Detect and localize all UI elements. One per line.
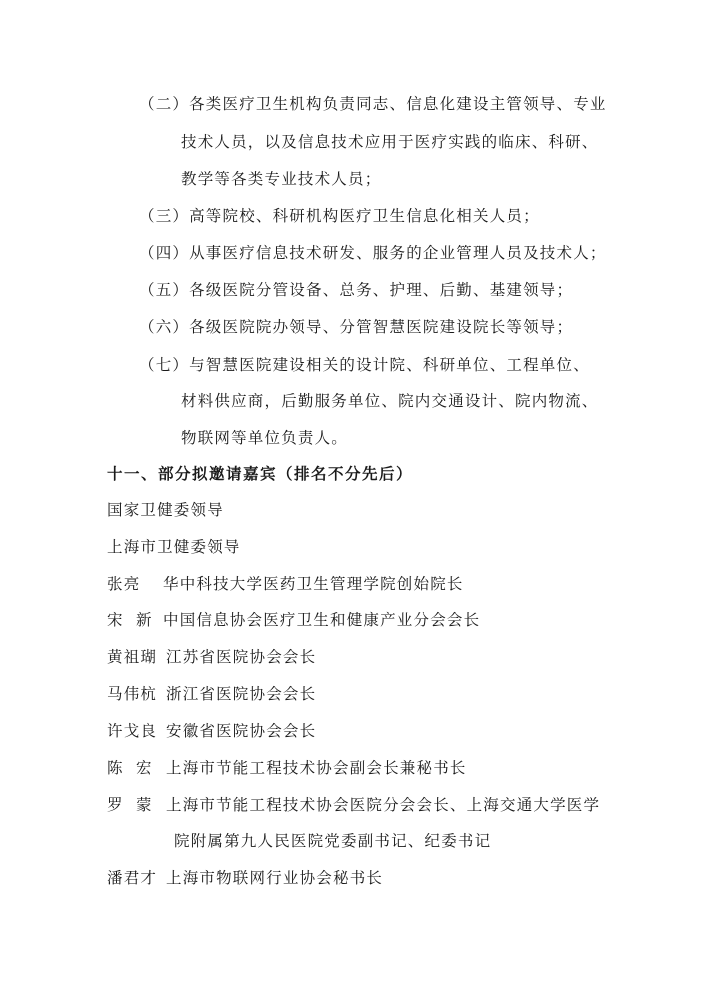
guest-row: [107, 610, 480, 630]
audience-item-prefix: （四）: [139, 244, 190, 262]
guest-name: 陈 宏: [107, 759, 153, 777]
audience-item-text: 高等院校、科研机构医疗卫生信息化相关人员；: [189, 207, 540, 225]
guest-row: [107, 758, 467, 778]
audience-item-prefix: （七）: [139, 356, 190, 374]
audience-item-prefix: （六）: [139, 318, 190, 336]
audience-item-7-cont: [181, 428, 348, 448]
guest-role: 上海市物联网行业协会秘书长: [166, 869, 384, 887]
guest-role: 华中科技大学医药卫生管理学院创始院长: [163, 575, 464, 593]
guest-row: [107, 647, 316, 667]
organization-line: 上海市卫健委领导: [107, 538, 241, 556]
guest-row: [107, 721, 316, 741]
audience-item-prefix: （二）: [139, 95, 190, 113]
section-heading: 十一、部分拟邀请嘉宾（排名不分先后）: [107, 465, 414, 483]
audience-item-6: [139, 317, 573, 337]
audience-item-text: 物联网等单位负责人。: [181, 429, 349, 447]
guest-name: 黄祖瑚: [107, 648, 158, 666]
guest-name: 张亮: [107, 575, 141, 593]
guest-role-continuation: 院附属第九人民医院党委副书记、纪委书记: [174, 832, 492, 850]
guest-row: [107, 868, 383, 888]
guest-role: 上海市节能工程技术协会医院分会会长、上海交通大学医学: [166, 796, 601, 814]
guest-row: [107, 574, 464, 594]
audience-item-2-cont: [181, 169, 381, 189]
audience-item-text: 与智慧医院建设相关的设计院、科研单位、工程单位、: [189, 356, 590, 374]
audience-item-4: [139, 243, 607, 263]
audience-item-text: 各级医院院办领导、分管智慧医院建设院长等领导；: [189, 318, 574, 336]
guest-name: 马伟杭: [107, 685, 158, 703]
guest-role: 安徽省医院协会会长: [166, 722, 317, 740]
audience-item-text: 材料供应商，后勤服务单位、院内交通设计、院内物流、: [181, 392, 599, 410]
guest-role: 中国信息协会医疗卫生和健康产业分会会长: [163, 611, 481, 629]
guest-name: 许戈良: [107, 722, 158, 740]
audience-item-text: 教学等各类专业技术人员；: [181, 170, 382, 188]
guest-role: 江苏省医院协会会长: [166, 648, 317, 666]
audience-item-text: 各级医院分管设备、总务、护理、后勤、基建领导；: [189, 281, 574, 299]
guest-name: 罗 蒙: [107, 796, 153, 814]
audience-item-text: 技术人员，以及信息技术应用于医疗实践的临床、科研、: [181, 133, 599, 151]
guest-name: 宋 新: [107, 611, 153, 629]
audience-item-7-cont: [181, 391, 599, 411]
audience-item-prefix: （五）: [139, 281, 190, 299]
audience-item-text: 从事医疗信息技术研发、服务的企业管理人员及技术人；: [189, 244, 607, 262]
audience-item-2-cont: [181, 132, 599, 152]
guest-row: [107, 684, 316, 704]
audience-item-3: [139, 206, 540, 226]
audience-item-5: [139, 280, 573, 300]
audience-item-7: [139, 355, 590, 375]
guest-role: 浙江省医院协会会长: [166, 685, 317, 703]
organization-line: 国家卫健委领导: [107, 501, 224, 519]
audience-item-prefix: （三）: [139, 207, 190, 225]
audience-item-text: 各类医疗卫生机构负责同志、信息化建设主管领导、专业: [189, 95, 607, 113]
guest-role: 上海市节能工程技术协会副会长兼秘书长: [166, 759, 467, 777]
guest-row: [107, 795, 600, 815]
guest-name: 潘君才: [107, 869, 158, 887]
audience-item-2: [139, 94, 607, 114]
